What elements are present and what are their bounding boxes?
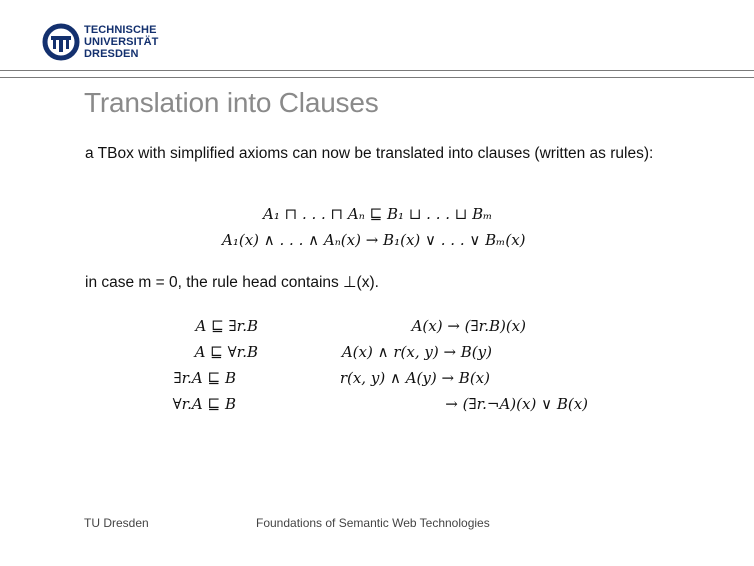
rule-row-3: r(x, y) ∧ A(y) → B(x) [339, 369, 490, 387]
intro-text: a TBox with simplified axioms can now be translated into clauses (written as rules): [85, 145, 654, 162]
logo-line-2: UNIVERSITÄT [84, 36, 159, 48]
tu-dresden-logo [42, 23, 177, 63]
logo-line-3: DRESDEN [84, 48, 139, 60]
logo-line-1: TECHNISCHE [84, 24, 157, 36]
axiom-row-4: ∀r.A ⊑ B [172, 395, 236, 413]
general-axiom-text: A₁ ⊓ . . . ⊓ Aₙ ⊑ B₁ ⊔ . . . ⊔ Bₘ [263, 205, 493, 223]
footer-course-title: Foundations of Semantic Web Technologies [256, 516, 490, 530]
axiom-row-1: A ⊑ ∃r.B [195, 317, 258, 335]
axiom-row-3: ∃r.A ⊑ B [173, 369, 236, 387]
logo-wordmark [84, 24, 158, 60]
rule-row-1: A(x) → (∃r.B)(x) [411, 317, 526, 335]
header-rule-bottom [0, 77, 754, 78]
tu-seal-icon [42, 23, 80, 61]
axiom-row-2: A ⊑ ∀r.B [194, 343, 258, 361]
header-rule-top [0, 70, 754, 71]
general-axiom [263, 205, 492, 223]
rule-row-2: A(x) ∧ r(x, y) → B(y) [341, 343, 492, 361]
rule-row-4: → (∃r.¬A)(x) ∨ B(x) [445, 395, 588, 413]
general-rule [222, 231, 526, 249]
case-text: in case m = 0, the rule head contains ⊥(x). [85, 274, 379, 291]
slide-title: Translation into Clauses [84, 87, 379, 118]
footer-institution: TU Dresden [84, 516, 149, 530]
general-rule-text: A₁(x) ∧ . . . ∧ Aₙ(x) → B₁(x) ∨ . . . ∨ Bₘ(x) [222, 231, 526, 249]
